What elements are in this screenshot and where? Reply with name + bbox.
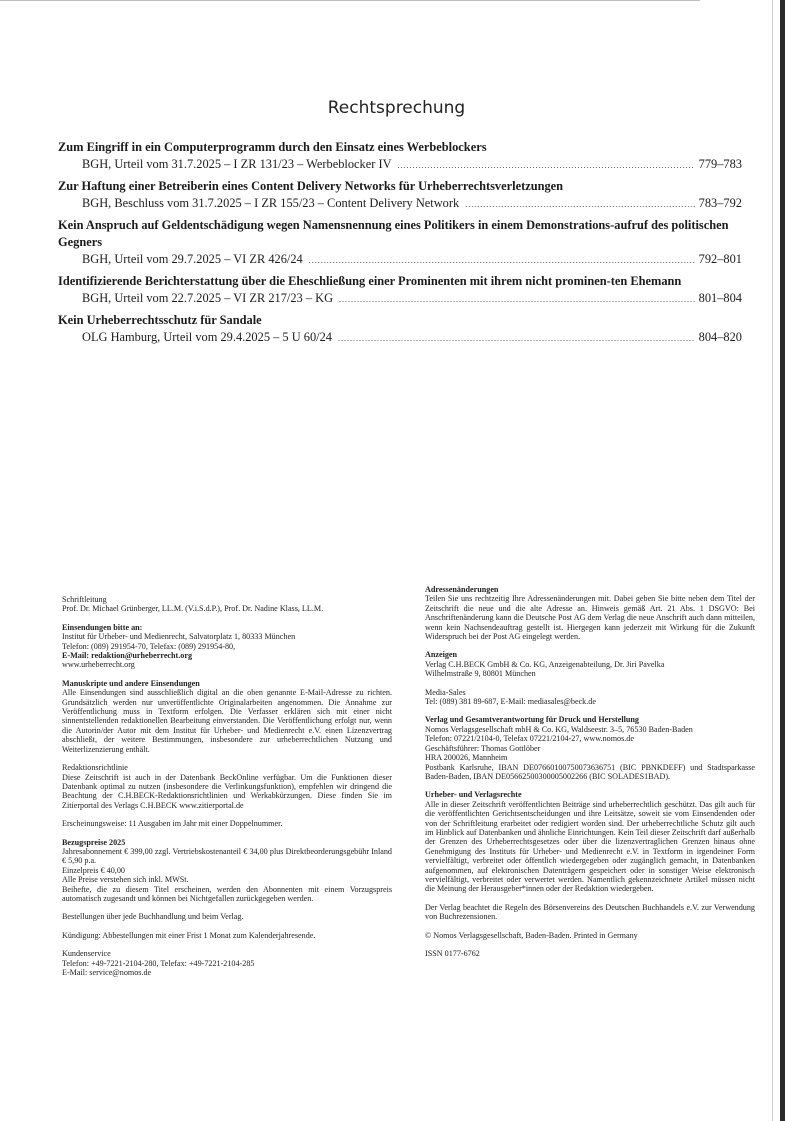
toc-entry-line — [58, 290, 742, 308]
toc-entry-pages: 792–801 — [698, 252, 742, 266]
einsendungen-website[interactable]: www.urheberrecht.org — [62, 660, 135, 670]
anzeigen-section — [425, 650, 755, 678]
toc-entry-citation: BGH, Urteil vom 29.7.2025 – VI ZR 426/24 — [82, 252, 303, 266]
kundenservice-heading: Kundenservice — [62, 949, 111, 959]
anzeigen-heading: Anzeigen — [425, 650, 458, 660]
kundenservice-section — [62, 949, 392, 977]
adressen-heading: Adressenänderungen — [425, 585, 499, 594]
manuskripte-section — [62, 679, 392, 754]
einsendungen-heading: Einsendungen bitte an: — [62, 622, 143, 632]
redaktionsrichtlinie-section — [62, 763, 392, 810]
toc-entry[interactable] — [58, 273, 742, 308]
toc-entry-title: Kein Urheberrechtsschutz für Sandale — [58, 313, 262, 327]
bezugspreise-heading: Bezugspreise 2025 — [62, 837, 126, 847]
toc-entry-title: Zur Haftung einer Betreiberin eines Content Delivery Networks für Urheberrechtsverletzungen — [58, 179, 564, 193]
toc-entry[interactable] — [58, 139, 742, 174]
toc-entry-line — [58, 156, 742, 174]
erscheinungsweise-text: Erscheinungsweise: 11 Ausgaben im Jahr mit einer Doppelnummer. — [62, 819, 283, 829]
einsendungen-email[interactable]: E-Mail: redaktion@urheberrecht.org — [62, 651, 193, 661]
toc-entry-title: Kein Anspruch auf Geldentschädigung wegen Namensnennung eines Politikers in einem Demonstrations-aufruf des politischen Gegners — [58, 218, 729, 249]
kuendigung-text: Kündigung: Abbestellungen mit einer Frist 1 Monat zum Kalenderjahresende. — [62, 930, 316, 940]
adressen-section — [425, 585, 755, 641]
urheberrechte-text: Alle in dieser Zeitschrift veröffentlichten Beiträge sind urheberrechtlich geschützt. Das gilt auch für die veröffentlichten Gerichtsentscheidungen und ihre Leitsätze, soweit sie vom Einsendenden oder von der Schriftleitung erarbeitet oder redigiert worden sind. Der urheberrechtliche Schutz gilt auch im Hinblick auf Datenbanken und ähnliche Einrichtungen. Kein Teil dieser Zeitschrift darf außerhalb der Grenzen des Urheberrechtsgesetzes oder über die lizenzvertraglichen Grenzen hinaus ohne Genehmigung des Instituts für Urheber- und Medienrecht e.V. in Textform in irgendeiner Form vervielfältigt, verbreitet oder öffentlich wiedergegeben oder zugänglich gemacht, in Datenbanken aufgenommen, auf elektronischen Datenträgern gespeichert oder in sonstiger Weise elektronisch vervielfältigt, verbreitet oder verwertet werden. Namentlich gekennzeichnete Artikel müssen nicht die Meinung der Herausgeber*innen oder der Redaktion wiedergeben. — [425, 799, 755, 894]
bezugspreise-section — [62, 838, 392, 904]
urheberrechte-heading: Urheber- und Verlagsrechte — [425, 790, 522, 800]
einsendungen-phone: Telefon: (089) 291954-70, Telefax: (089) 291954-80, — [62, 641, 236, 651]
media-sales-section — [425, 688, 755, 707]
dot-leader — [309, 252, 695, 269]
kundenservice-phone: Telefon: +49-7221-2104-280, Telefax: +49-7221-2104-285 — [62, 958, 255, 968]
toc-entry-title: Identifizierende Berichterstattung über die Eheschließung einer Prominenten mit ihrem nicht prominen-ten Ehemann — [58, 274, 682, 288]
verlag-heading: Verlag und Gesamtverantwortung für Druck und Herstellung — [425, 715, 639, 725]
toc-entry-line — [58, 329, 742, 347]
redaktionsrichtlinie-heading: Redaktionsrichtlinie — [62, 763, 128, 773]
dot-leader — [338, 330, 695, 347]
dot-leader — [398, 157, 695, 174]
manuskripte-text: Alle Einsendungen sind ausschließlich digital an die oben genannte E-Mail-Adresse zu richten. Grundsätzlich werden nur unveröffentlichte Originalarbeiten angenommen. Die Annahme zur Veröffentlichung muss in Textform erfolgen. Die Verfasser erklären sich mit einer nicht sinnentstellenden redaktionellen Bearbeitung einverstanden. Die Veröffentlichung erfolgt nur, wenn die Autorin/der Autor mit dem Institut für Urheber- und Medienrecht e.V. einen Lizenzvertrag abschließt, der weitere Bestimmungen, insbesondere zur urheberrechtlichen Nutzung und Weiterlizenzierung enthält. — [62, 688, 392, 754]
table-of-contents — [58, 139, 742, 347]
schriftleitung-section — [62, 595, 392, 614]
toc-entry-pages: 783–792 — [698, 196, 742, 210]
issn-text: ISSN 0177-6762 — [425, 949, 480, 958]
media-sales-heading: Media-Sales — [425, 687, 466, 697]
einsendungen-section — [62, 623, 392, 670]
bezugspreise-abo: Jahresabonnement € 399,00 zzgl. Vertriebskostenanteil € 34,00 plus Direktbeorderungsgebühr Inland € 5,90 p.a. — [62, 846, 392, 866]
page-edge-top — [0, 0, 700, 1]
toc-entry-citation: BGH, Beschluss vom 31.7.2025 – I ZR 155/23 – Content Delivery Network — [82, 196, 460, 210]
anzeigen-line2: Wilhelmstraße 9, 80801 München — [425, 669, 536, 679]
toc-entry-citation: BGH, Urteil vom 31.7.2025 – I ZR 131/23 – Werbeblocker IV — [82, 157, 392, 171]
toc-entry-citation: BGH, Urteil vom 22.7.2025 – VI ZR 217/23 – KG — [82, 291, 334, 305]
manuskripte-heading: Manuskripte und andere Einsendungen — [62, 678, 200, 688]
toc-entry-pages: 779–783 — [698, 157, 742, 171]
adressen-text: Teilen Sie uns rechtzeitig Ihre Adressenänderungen mit. Dabei geben Sie bitte neben dem Titel der Zeitschrift die neue und die alte Adresse an. Hinweis gemäß Art. 21 Abs. 1 DSGVO: Bei Anschriftenänderung kann die Deutsche Post AG dem Verlag die neue Anschrift auch dann mitteilen, wenn kein Nachsendeauftrag gestellt ist. Hiergegen kann jederzeit mit Wirkung für die Zukunft Widerspruch bei der Post AG eingelegt werden. — [425, 594, 755, 642]
bezugspreise-einzelpreis: Einzelpreis € 40,00 — [62, 865, 125, 875]
media-sales-contact: Tel: (089) 381 89-687, E-Mail: mediasales@beck.de — [425, 697, 596, 707]
urheberrechte-section — [425, 790, 755, 893]
verlag-address: Nomos Verlagsgesellschaft mbH & Co. KG, Waldseestr. 3–5, 76530 Baden-Baden — [425, 724, 693, 734]
page-title: Rechtsprechung — [327, 98, 466, 118]
toc-entry-title: Zum Eingriff in ein Computerprogramm durch den Einsatz eines Werbeblockers — [58, 140, 487, 154]
toc-entry-pages: 804–820 — [698, 330, 742, 344]
dot-leader — [465, 196, 694, 213]
imprint-right-column — [425, 585, 755, 967]
anzeigen-line1: Verlag C.H.BECK GmbH & Co. KG, Anzeigenabteilung, Dr. Jiri Pavelka — [425, 659, 665, 669]
verlag-hra: HRA 200026, Mannheim — [425, 753, 508, 763]
toc-entry-pages: 801–804 — [698, 291, 742, 305]
schriftleitung-text: Prof. Dr. Michael Grünberger, LL.M. (V.i.S.d.P.), Prof. Dr. Nadine Klass, LL.M. — [62, 604, 324, 614]
toc-entry[interactable] — [58, 312, 742, 347]
toc-entry[interactable] — [58, 178, 742, 213]
kundenservice-email[interactable]: E-Mail: service@nomos.de — [62, 968, 152, 977]
boersenverein-text: Der Verlag beachtet die Regeln des Börsenvereins des Deutschen Buchhandels e.V. zur Verwendung von Buchrezensionen. — [425, 902, 755, 922]
toc-entry-line — [58, 251, 742, 269]
toc-entry[interactable] — [58, 217, 742, 269]
toc-entry-line — [58, 195, 742, 213]
verlag-phone: Telefon: 07221/2104-0, Telefax 07221/2104-27, www.nomos.de — [425, 734, 634, 744]
imprint-left-column — [62, 595, 392, 986]
verlag-geschaeftsfuehrer: Geschäftsführer: Thomas Gottlöber — [425, 743, 541, 753]
verlag-section — [425, 715, 755, 781]
bestellungen-text: Bestellungen über jede Buchhandlung und beim Verlag. — [62, 912, 244, 922]
schriftleitung-heading: Schriftleitung — [62, 595, 107, 604]
page-edge-line — [772, 0, 773, 1121]
bezugspreise-mwst: Alle Preise verstehen sich inkl. MWSt. — [62, 875, 189, 885]
einsendungen-address: Institut für Urheber- und Medienrecht, Salvatorplatz 1, 80333 München — [62, 632, 296, 642]
verlag-bank: Postbank Karlsruhe, IBAN DE07660100750073636751 (BIC PBNKDEFF) und Stadtsparkasse Baden-Baden, IBAN DE05662500300005002266 (BIC SOLADES1BAD). — [425, 762, 755, 781]
page-edge-right — [780, 0, 785, 1121]
dot-leader — [339, 291, 695, 308]
toc-entry-citation: OLG Hamburg, Urteil vom 29.4.2025 – 5 U 60/24 — [82, 330, 332, 344]
copyright-text: © Nomos Verlagsgesellschaft, Baden-Baden. Printed in Germany — [425, 930, 638, 940]
bezugspreise-beihefte: Beihefte, die zu diesem Titel erscheinen, werden den Abonnenten mit einem Vorzugspreis automatisch zugesandt und können bei Nichtgefallen zurückgegeben werden. — [62, 884, 392, 903]
redaktionsrichtlinie-text: Diese Zeitschrift ist auch in der Datenbank BeckOnline verfügbar. Um die Funktionen dieser Datenbank optimal zu nutzen (insbesondere die Verlinkungsfunktion), empfehlen wir dringend die Beachtung der C.H.BECK-Redaktionsrichtlinien und Werkabkürzungen. Diese finden Sie im Zitierportal des Verlags C.H.BECK www.zitierportal.de — [62, 772, 392, 810]
